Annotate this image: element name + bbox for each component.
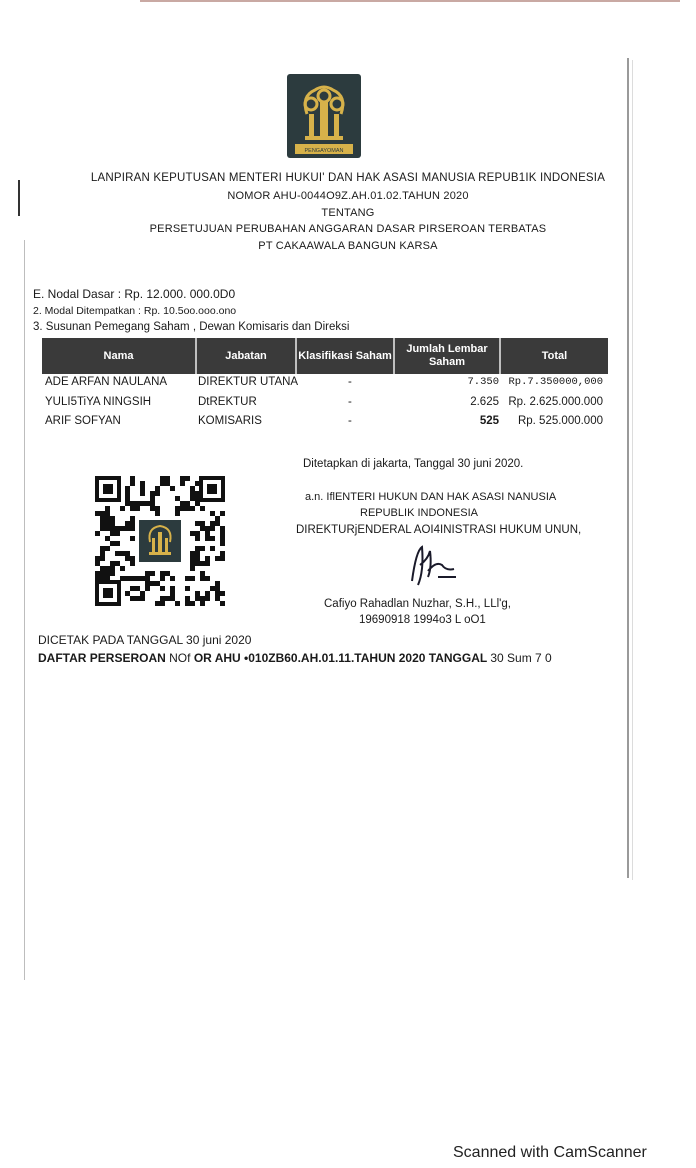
susunan-heading: 3. Susunan Pemegang Saham , Dewan Komisaris dan Direksi (33, 321, 350, 333)
an-menteri: a.n. IflENTERI HUKUN DAN HAK ASASI NANUSIA (305, 491, 557, 503)
header-tentang: TENTANG (321, 207, 375, 219)
cell-klasifikasi: - (348, 395, 352, 408)
col-nama: Nama (42, 338, 197, 374)
table-row (42, 374, 608, 394)
col-jabatan: Jabatan (197, 338, 297, 374)
header-title: LANPIRAN KEPUTUSAN MENTERI HUKUI' DAN HAK ASASI MANUSIA REPUB1IK INDONESIA (90, 172, 606, 184)
scan-top-edge (140, 0, 680, 2)
header-subject: PERSETUJUAN PERUBAHAN ANGGARAN DASAR PIRSEROAN TERBATAS (149, 223, 547, 235)
col-jumlah: Jumlah Lembar Saham (395, 338, 501, 374)
camscanner-watermark: Scanned with CamScanner (453, 1144, 647, 1161)
cell-jumlah: 7.350 (467, 376, 499, 388)
cell-nama: ARIF SOFYAN (45, 415, 121, 427)
cell-klasifikasi: - (348, 376, 352, 388)
cell-jabatan: KOMISARIS (198, 415, 262, 427)
pengayoman-logo (287, 74, 361, 158)
republik-indonesia: REPUBLIK INDONESIA (360, 507, 478, 519)
modal-ditempatkan: 2. Modal Ditempatkan : Rp. 10.5oo.ooo.ono (33, 305, 237, 317)
cell-nama: YULI5TiYA NINGSIH (45, 395, 152, 408)
ditetapkan-text: Ditetapkan di jakarta, Tanggal 30 juni 2020. (303, 458, 524, 470)
col-klasifikasi: Klasifikasi Saham (297, 338, 395, 374)
cell-total: Rp. 525.000.000 (517, 415, 603, 427)
daftar-label: DAFTAR PERSEROAN (38, 651, 166, 665)
daftar-number: OR AHU •010ZB60.AH.01.11.TAHUN 2020 TANGGAL (193, 651, 487, 665)
direktur-jenderal: DIREKTURjENDERAL AOI4INISTRASI HUKUM UNUN, (296, 524, 582, 536)
scan-left-edge (24, 240, 25, 980)
daftar-nof: NOf (169, 651, 191, 665)
cell-total: Rp.7.350000,000 (508, 376, 603, 388)
printed-label: DICETAK PADA TANGGAL (38, 633, 183, 647)
cell-total: Rp. 2.625.000.000 (508, 395, 603, 408)
col-total: Total (541, 349, 568, 362)
cell-jumlah: 2.625 (470, 395, 499, 408)
logo-caption: PENGAYOMAN (304, 148, 344, 154)
header-company: PT CAKAAWALA BANGUN KARSA (258, 240, 438, 252)
table-row (42, 394, 608, 414)
cell-jabatan: DtREKTUR (198, 395, 257, 408)
table-row (42, 413, 608, 433)
cell-nama: ADE ARFAN NAULANA (45, 376, 168, 388)
cell-jumlah: 525 (479, 415, 499, 427)
daftar-perseroan (38, 651, 552, 665)
printed-on (38, 633, 251, 647)
shareholder-table (42, 338, 608, 433)
modal-dasar: E. Nodal Dasar : Rp. 12.000. 000.0D0 (33, 287, 236, 301)
qr-code (95, 476, 225, 606)
signature (398, 541, 468, 591)
signatory-name: Cafiyo Rahadlan Nuzhar, S.H., LLl'g, (324, 598, 511, 610)
header-number: NOMOR AHU-0044O9Z.AH.01.02.TAHUN 2020 (227, 190, 469, 202)
cell-klasifikasi: - (348, 415, 352, 427)
printed-date: 30 juni 2020 (186, 633, 252, 647)
daftar-date: 30 Sum 7 0 (490, 651, 552, 665)
table-header (42, 338, 608, 374)
signatory-nip: 19690918 1994o3 L oO1 (359, 614, 486, 626)
cell-jabatan: DIREKTUR UTANA (198, 376, 299, 388)
